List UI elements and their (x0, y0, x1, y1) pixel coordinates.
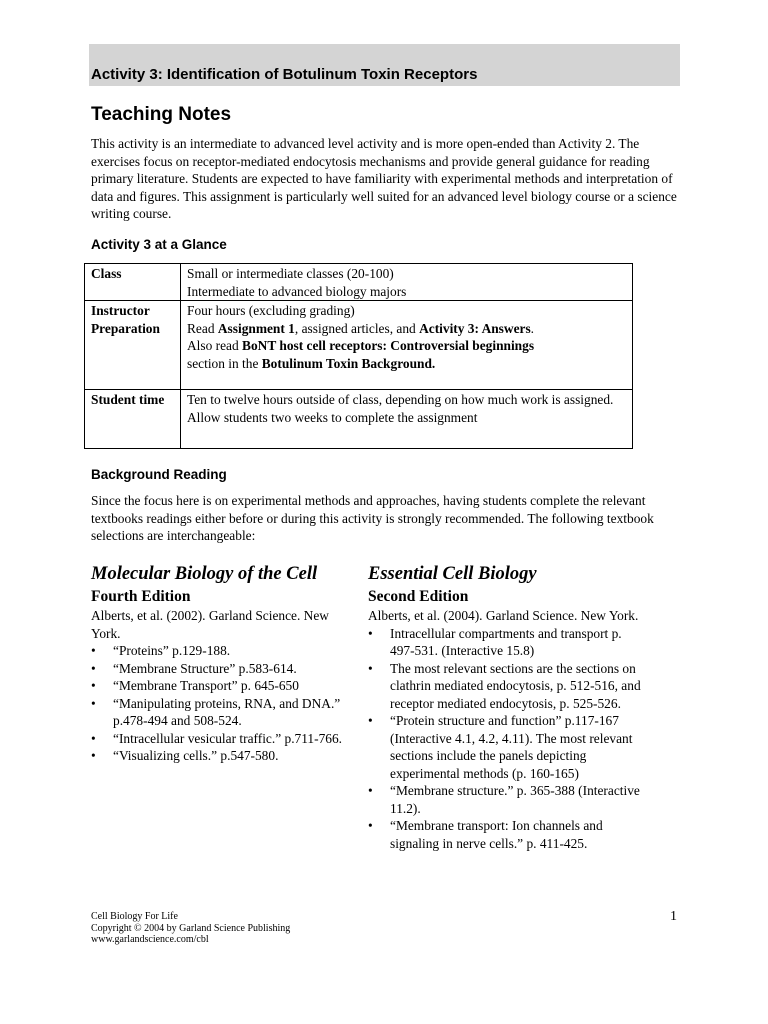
reading-list (368, 625, 643, 853)
reading-list (91, 642, 359, 765)
list-item-text: “Manipulating proteins, RNA, and DNA.” p.478-494 and 508-524. (113, 695, 341, 728)
background-paragraph: Since the focus here is on experimental methods and approaches, having students complete the relevant textbooks readings either before or during this activity is strongly recommended. The following textbook selections are interchangeable: (91, 493, 654, 543)
prep-text: , assigned articles, and (294, 320, 420, 336)
page-title: Teaching Notes (91, 104, 232, 125)
book-edition: Second Edition (368, 588, 469, 605)
footer-copyright: Copyright © 2004 by Garland Science Publishing (91, 922, 291, 934)
bont-section-ref: BoNT host cell receptors: Controversial beginnings (242, 338, 535, 353)
book-citation: Alberts, et al. (2004). Garland Science. New York. (368, 608, 639, 623)
footer-series: Cell Biology For Life (91, 911, 178, 922)
bullet-icon: • (91, 695, 96, 711)
row-label-class: Class (85, 264, 181, 301)
row-value-instructor-preparation (181, 301, 633, 390)
list-item-text: Intracellular compartments and transport p. 497-531. (Interactive 15.8) (390, 625, 622, 658)
footer-url: www.garlandscience.com/cbl (91, 934, 209, 945)
assignment-ref: Assignment 1 (217, 320, 295, 336)
list-item-text: The most relevant sections are the sections on clathrin mediated endocytosis, p. 512-516, and receptor mediated endocytosis, p. 525-526. (390, 660, 641, 711)
glance-table (84, 263, 633, 449)
bullet-icon: • (91, 678, 96, 693)
table-row (85, 264, 633, 301)
book-citation: Alberts, et al. (2002). Garland Science. New York. (91, 608, 329, 641)
list-item (91, 730, 359, 748)
bullet-icon: • (91, 748, 96, 763)
book-column-left (91, 563, 359, 765)
prep-line-3 (187, 337, 627, 355)
background-heading: Background Reading (91, 467, 227, 482)
table-row (85, 301, 633, 390)
row-value-student-time: Ten to twelve hours outside of class, depending on how much work is assigned. Allow students two weeks to complete the assignment (181, 390, 633, 449)
header-bar (89, 44, 680, 86)
footer (91, 911, 290, 946)
bullet-icon: • (368, 713, 373, 728)
answers-ref: Activity 3: Answers (419, 320, 531, 336)
list-item (368, 625, 643, 660)
list-item (91, 695, 359, 730)
row-label-student-time: Student time (85, 390, 181, 449)
list-item-text: “Membrane transport: Ion channels and signaling in nerve cells.” p. 411-425. (390, 818, 603, 851)
background-ref: Botulinum Toxin Background. (261, 355, 436, 371)
list-item (368, 817, 643, 852)
list-item (368, 712, 643, 782)
list-item (368, 660, 643, 713)
bullet-icon: • (368, 783, 373, 798)
book-edition: Fourth Edition (91, 588, 191, 605)
prep-line-4 (187, 355, 627, 373)
prep-text: . (530, 320, 535, 336)
class-line-1: Small or intermediate classes (20-100) (187, 266, 394, 281)
prep-line-2 (187, 320, 627, 338)
bullet-icon: • (91, 643, 96, 658)
bullet-icon: • (368, 660, 373, 676)
book-title: Molecular Biology of the Cell (91, 564, 318, 584)
list-item (91, 660, 359, 678)
page-number: 1 (670, 909, 677, 924)
intro-paragraph: This activity is an intermediate to advanced level activity and is more open-ended than Activity 2. The exercises focus on receptor-mediated endocytosis mechanisms and provide general guidance for reading primary literature. Students are expected to have familiarity with experimental methods and interpretation of data and figures. This assignment is particularly well suited for an advanced level biology course or a science writing course. (91, 136, 677, 221)
book-column-right (368, 563, 643, 852)
book-title: Essential Cell Biology (368, 564, 537, 584)
table-row (85, 390, 633, 449)
list-item-text: “Membrane structure.” p. 365-388 (Interactive 11.2). (390, 783, 640, 816)
list-item-text: “Membrane Structure” p.583-614. (113, 660, 297, 676)
prep-line-1: Four hours (excluding grading) (187, 303, 355, 318)
list-item-text: “Membrane Transport” p. 645-650 (113, 678, 299, 693)
glance-heading: Activity 3 at a Glance (91, 237, 227, 252)
prep-text: Also read (187, 338, 243, 353)
bullet-icon: • (368, 625, 373, 641)
activity-title: Activity 3: Identification of Botulinum Toxin Receptors (91, 66, 478, 83)
list-item (368, 782, 643, 817)
prep-text: Read (187, 320, 218, 336)
row-value-class (181, 264, 633, 301)
bullet-icon: • (91, 660, 96, 676)
list-item-text: “Protein structure and function” p.117-167 (Interactive 4.1, 4.2, 4.11). The most relevant sections include the panels depicting experimental methods (p. 160-165) (390, 713, 633, 781)
bullet-icon: • (368, 818, 373, 833)
list-item (91, 747, 359, 765)
bullet-icon: • (91, 730, 96, 746)
class-line-2: Intermediate to advanced biology majors (187, 283, 407, 299)
list-item-text: “Intracellular vesicular traffic.” p.711-766. (113, 730, 343, 746)
list-item-text: “Visualizing cells.” p.547-580. (113, 748, 279, 763)
list-item (91, 677, 359, 695)
list-item-text: “Proteins” p.129-188. (113, 643, 231, 658)
list-item (91, 642, 359, 660)
prep-text: section in the (187, 355, 262, 371)
row-label-instructor-preparation: Instructor Preparation (85, 301, 181, 390)
